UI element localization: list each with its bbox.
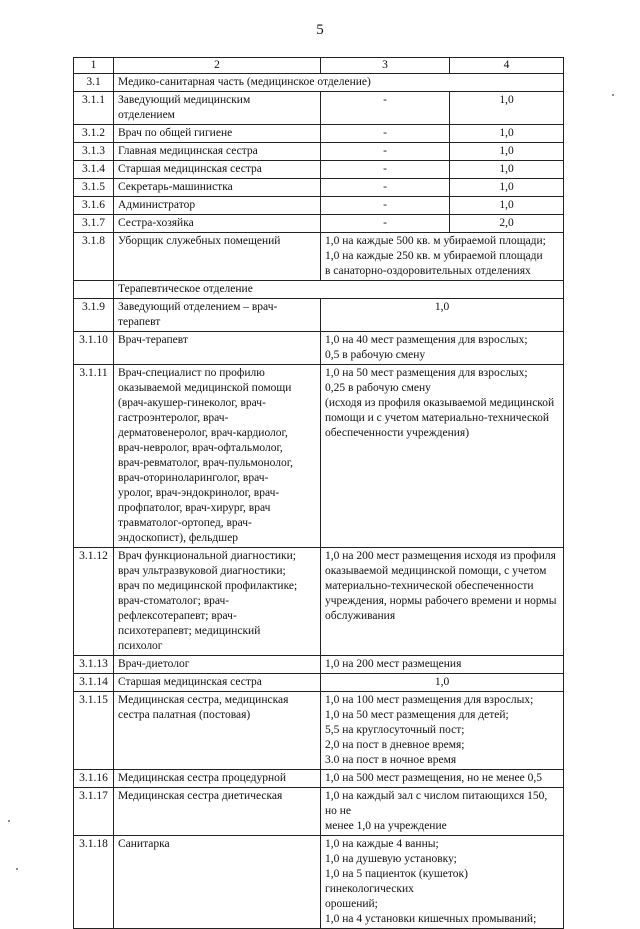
norm-column-3: - [321, 143, 450, 161]
text-line: 1,0 на каждые 4 ванны; [325, 838, 439, 850]
text-line: врач по медицинской профилактике; [118, 580, 298, 592]
header-row [74, 58, 564, 74]
text-line: гастроэнтеролог, врач- [118, 412, 229, 424]
text-line: Врач-терапевт [118, 334, 188, 346]
text-line: 1,0 на душевую установку; [325, 853, 457, 865]
text-line: 1,0 на 40 мест размещения для взрослых; [325, 334, 528, 346]
scan-speck [8, 820, 10, 822]
table-body [74, 74, 564, 929]
text-line: Старшая медицинская сестра [118, 163, 262, 175]
text-line: оказываемой медицинской помощи, с учетом [325, 565, 547, 577]
row-number: 3.1.15 [74, 692, 114, 770]
row-number: 3.1.17 [74, 788, 114, 836]
text-line: врач-стоматолог; врач- [118, 595, 230, 607]
row-number: 3.1.2 [74, 125, 114, 143]
text-line: 1,0 на 50 мест размещения для детей; [325, 709, 509, 721]
staffing-norm [321, 299, 564, 332]
row-number: 3.1.3 [74, 143, 114, 161]
position-title [114, 161, 321, 179]
staffing-norm [321, 836, 564, 929]
position-title [114, 656, 321, 674]
table-row [74, 143, 564, 161]
column-header: 1 [74, 58, 114, 74]
staffing-norm [321, 788, 564, 836]
text-line: 1,0 на 50 мест размещения для взрослых; [325, 367, 528, 379]
table-row [74, 92, 564, 125]
text-line: врач-невролог, врач-офтальмолог, [118, 442, 283, 454]
row-number: 3.1.16 [74, 770, 114, 788]
text-line: психолог [118, 640, 163, 652]
row-number: 3.1.8 [74, 233, 114, 281]
text-line: 5,5 на круглосуточный пост; [325, 724, 465, 736]
text-line: Заведующий медицинским [118, 94, 251, 106]
scan-speck [612, 94, 614, 96]
table-row [74, 125, 564, 143]
table-row [74, 215, 564, 233]
table-row [74, 299, 564, 332]
text-line: 0,5 в рабочую смену [325, 349, 426, 361]
text-line: обеспеченности учреждения) [325, 427, 470, 439]
norm-column-3: - [321, 179, 450, 197]
table-row [74, 788, 564, 836]
text-line: Секретарь-машинистка [118, 181, 233, 193]
text-line: помощи и с учетом материально-технической [325, 412, 549, 424]
text-line: Врач-диетолог [118, 658, 190, 670]
text-line: сестра палатная (постовая) [118, 709, 251, 721]
table-row [74, 656, 564, 674]
text-line: 1,0 на 5 пациенток (кушеток) гинекологических [325, 868, 468, 895]
text-line: Медицинская сестра, медицинская [118, 694, 289, 706]
text-line: Сестра-хозяйка [118, 217, 194, 229]
text-line: (исходя из профиля оказываемой медицинской [325, 397, 555, 409]
position-title [114, 548, 321, 656]
norm-column-3: - [321, 215, 450, 233]
text-line: в санаторно-оздоровительных отделениях [325, 265, 531, 277]
text-line: Администратор [118, 199, 196, 211]
text-line: Уборщик служебных помещений [118, 235, 281, 247]
text-line: 1,0 [434, 676, 450, 688]
table-row [74, 692, 564, 770]
text-line: 1,0 на каждый зал с числом питающихся 150, но не [325, 790, 548, 817]
table-row [74, 74, 564, 92]
norm-column-3: - [321, 125, 450, 143]
text-line: 1,0 на 100 мест размещения для взрослых; [325, 694, 534, 706]
section-title [114, 281, 564, 299]
row-number: 3.1 [74, 74, 114, 92]
table-row [74, 332, 564, 365]
text-line: Старшая медицинская сестра [118, 676, 262, 688]
norm-column-4: 1,0 [450, 197, 564, 215]
table-row [74, 233, 564, 281]
position-title [114, 125, 321, 143]
position-title [114, 770, 321, 788]
text-line: врач ультразвуковой диагностики; [118, 565, 286, 577]
text-line: 1,0 [434, 301, 450, 313]
text-line: обслуживания [325, 610, 396, 622]
table-row [74, 674, 564, 692]
text-line: травматолог-ортопед, врач- [118, 517, 252, 529]
text-line: врач-оториноларинголог, врач- [118, 472, 269, 484]
staffing-norm [321, 770, 564, 788]
text-line: Главная медицинская сестра [118, 145, 258, 157]
norm-column-3: - [321, 197, 450, 215]
text-line: материально-технической обеспеченности [325, 580, 534, 592]
column-header: 3 [321, 58, 450, 74]
text-line: Врач функциональной диагностики; [118, 550, 296, 562]
table-row [74, 770, 564, 788]
text-line: 1,0 на каждые 250 кв. м убираемой площади [325, 250, 543, 262]
text-line: (врач-акушер-гинеколог, врач- [118, 397, 266, 409]
text-line: оказываемой медицинской помощи [118, 382, 292, 394]
norm-column-4: 1,0 [450, 92, 564, 125]
text-line: Медицинская сестра процедурной [118, 772, 287, 784]
text-line: отделением [118, 109, 175, 121]
table-row [74, 197, 564, 215]
text-line: учреждения, нормы рабочего времени и нормы [325, 595, 557, 607]
text-line: терапевт [118, 316, 161, 328]
position-title [114, 674, 321, 692]
norm-column-4: 1,0 [450, 179, 564, 197]
position-title [114, 233, 321, 281]
text-line: Врач-специалист по профилю [118, 367, 265, 379]
position-title [114, 836, 321, 929]
norm-column-3: - [321, 161, 450, 179]
row-number: 3.1.18 [74, 836, 114, 929]
position-title [114, 332, 321, 365]
text-line: Медицинская сестра диетическая [118, 790, 283, 802]
text-line: Санитарка [118, 838, 170, 850]
section-title [114, 74, 564, 92]
table-row [74, 179, 564, 197]
text-line: 2,0 на пост в дневное время; [325, 739, 465, 751]
page-number: 5 [316, 22, 324, 38]
position-title [114, 788, 321, 836]
row-number: 3.1.4 [74, 161, 114, 179]
position-title [114, 143, 321, 161]
text-line: орошений; [325, 898, 378, 910]
text-line: уролог, врач-эндокринолог, врач- [118, 487, 280, 499]
text-line: профпатолог, врач-хирург, врач [118, 502, 271, 514]
text-line: Терапевтическое отделение [118, 283, 253, 295]
norm-column-4: 1,0 [450, 143, 564, 161]
row-number: 3.1.12 [74, 548, 114, 656]
row-number: 3.1.7 [74, 215, 114, 233]
staffing-norm [321, 332, 564, 365]
scan-speck [16, 868, 18, 870]
row-number: 3.1.11 [74, 365, 114, 548]
staffing-table [73, 57, 564, 929]
text-line: 1,0 на 500 мест размещения, но не менее 0,5 [325, 772, 543, 784]
row-number: 3.1.5 [74, 179, 114, 197]
row-number: 3.1.13 [74, 656, 114, 674]
text-line: Заведующий отделением – врач- [118, 301, 278, 313]
column-header: 4 [450, 58, 564, 74]
staffing-norm [321, 233, 564, 281]
text-line: 1,0 на 200 мест размещения исходя из профиля [325, 550, 556, 562]
text-line: Медико-санитарная часть (медицинское отделение) [118, 76, 371, 88]
staffing-norm [321, 365, 564, 548]
norm-column-4: 2,0 [450, 215, 564, 233]
table-row [74, 365, 564, 548]
text-line: 1,0 на каждые 500 кв. м убираемой площади; [325, 235, 546, 247]
norm-column-4: 1,0 [450, 161, 564, 179]
norm-column-4: 1,0 [450, 125, 564, 143]
staffing-norm [321, 692, 564, 770]
text-line: 1,0 на 200 мест размещения [325, 658, 462, 670]
text-line: Врач по общей гигиене [118, 127, 233, 139]
staffing-norm [321, 674, 564, 692]
position-title [114, 365, 321, 548]
row-number: 3.1.6 [74, 197, 114, 215]
text-line: эндоскопист), фельдшер [118, 532, 238, 544]
position-title [114, 215, 321, 233]
table-row [74, 836, 564, 929]
text-line: 3.0 на пост в ночное время [325, 754, 457, 766]
text-line: менее 1,0 на учреждение [325, 820, 447, 832]
row-number: 3.1.1 [74, 92, 114, 125]
text-line: рефлексотерапевт; врач- [118, 610, 237, 622]
row-number: 3.1.14 [74, 674, 114, 692]
text-line: 1,0 на 4 установки кишечных промываний; [325, 913, 537, 925]
table-row [74, 281, 564, 299]
row-number [74, 281, 114, 299]
position-title [114, 179, 321, 197]
text-line: психотерапевт; медицинский [118, 625, 261, 637]
table-row [74, 161, 564, 179]
column-header: 2 [114, 58, 321, 74]
table-row [74, 548, 564, 656]
row-number: 3.1.10 [74, 332, 114, 365]
staffing-norm [321, 656, 564, 674]
staffing-norm [321, 548, 564, 656]
position-title [114, 299, 321, 332]
position-title [114, 692, 321, 770]
position-title [114, 92, 321, 125]
row-number: 3.1.9 [74, 299, 114, 332]
position-title [114, 197, 321, 215]
text-line: дерматовенеролог, врач-кардиолог, [118, 427, 288, 439]
norm-column-3: - [321, 92, 450, 125]
text-line: врач-ревматолог, врач-пульмонолог, [118, 457, 294, 469]
text-line: 0,25 в рабочую смену [325, 382, 431, 394]
